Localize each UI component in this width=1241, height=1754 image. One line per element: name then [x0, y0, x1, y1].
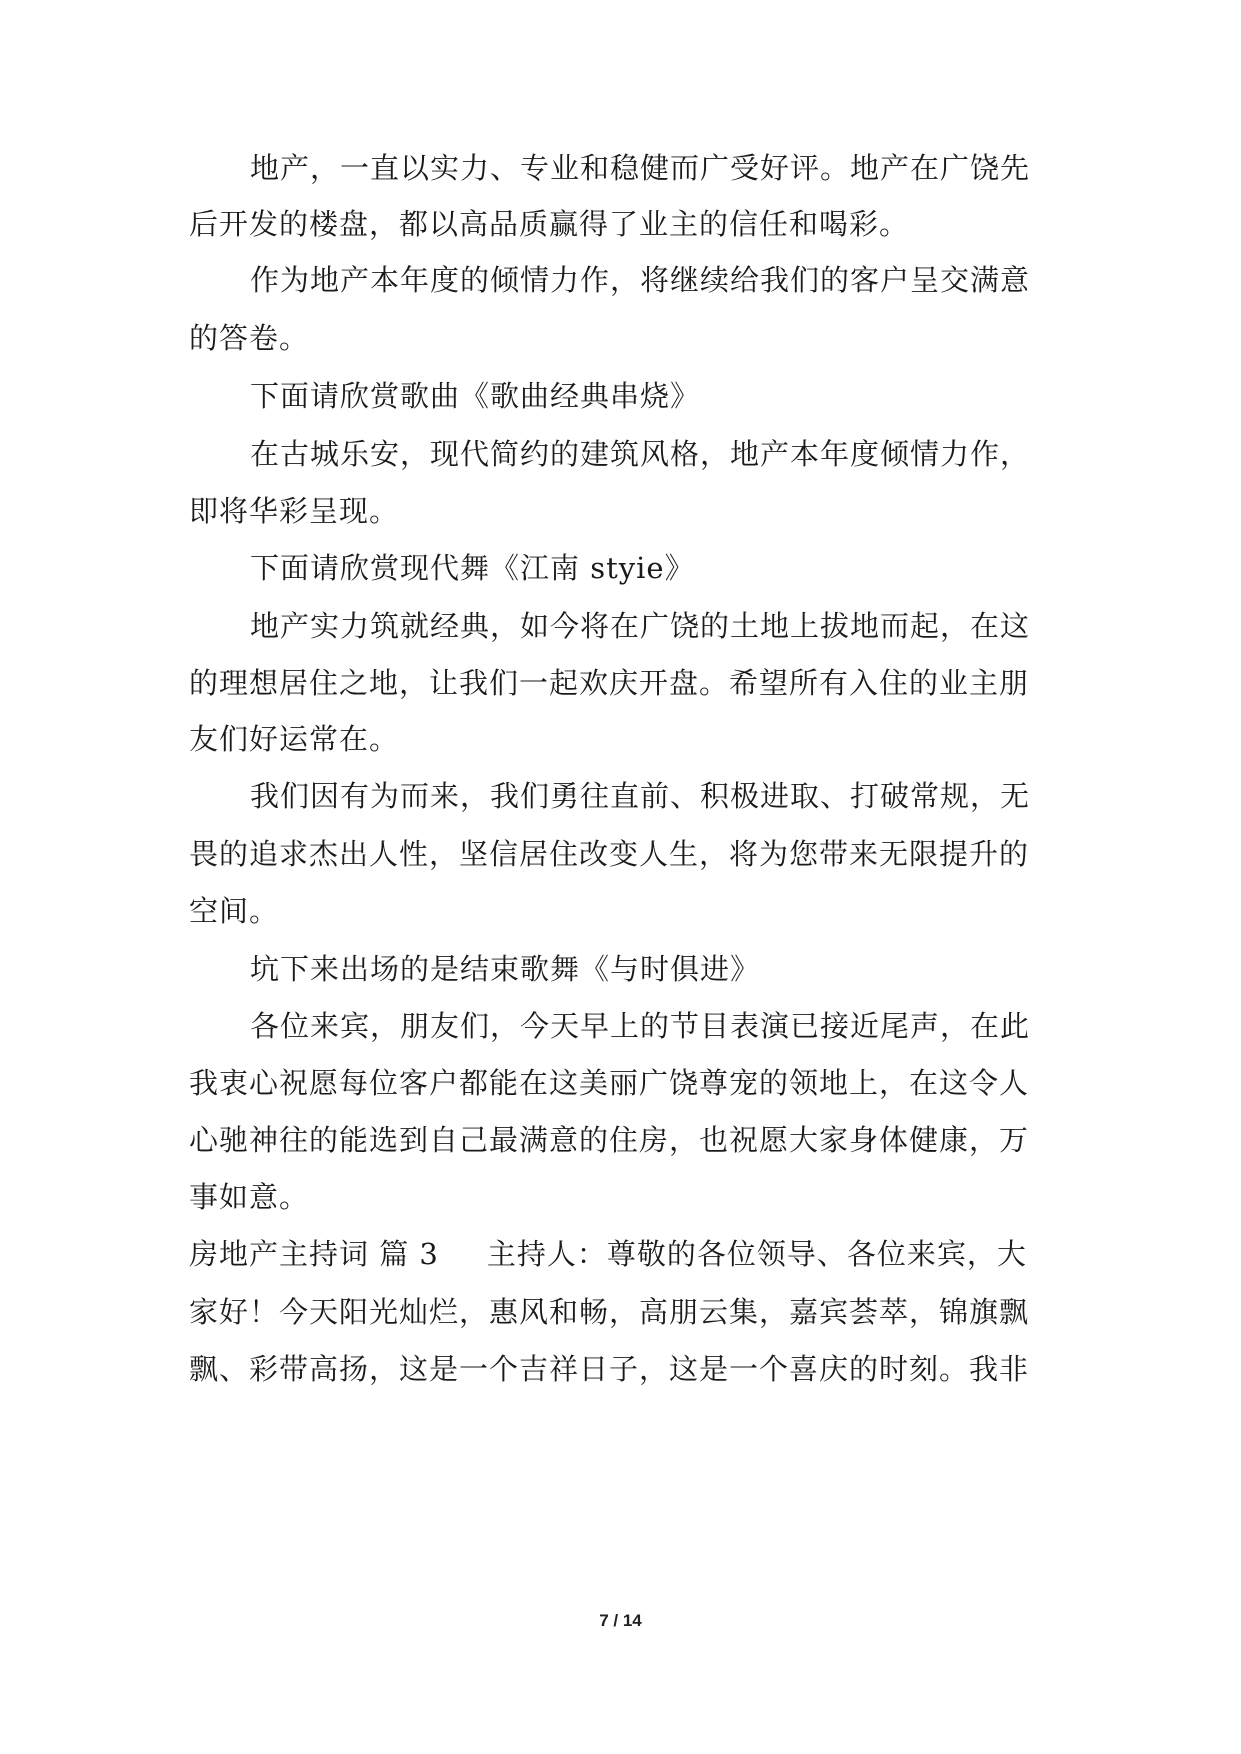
- paragraph-line: 坑下来出场的是结束歌舞《与时俱进》: [250, 952, 761, 986]
- paragraph-line: 的答卷。: [189, 321, 310, 355]
- paragraph-line: 的理想居住之地，让我们一起欢庆开盘。希望所有入住的业主朋: [189, 666, 1030, 700]
- paragraph-text: 主持人：尊敬的各位领导、各位来宾，大: [486, 1237, 1027, 1271]
- paragraph-line: 家好！今天阳光灿烂，惠风和畅，高朋云集，嘉宾荟萃，锦旗飘: [189, 1295, 1030, 1329]
- paragraph-line: 友们好运常在。: [189, 722, 400, 756]
- section-heading: 房地产主持词 篇 3: [189, 1237, 439, 1271]
- paragraph-line: 在古城乐安，现代简约的建筑风格，地产本年度倾情力作，: [250, 437, 1031, 471]
- paragraph-line: 下面请欣赏歌曲《歌曲经典串烧》: [250, 379, 701, 413]
- paragraph-line: 下面请欣赏现代舞《江南 styie》: [250, 551, 695, 585]
- paragraph-line: 空间。: [189, 894, 280, 928]
- paragraph-line: 畏的追求杰出人性，坚信居住改变人生，将为您带来无限提升的: [189, 837, 1030, 871]
- paragraph-line: 即将华彩呈现。: [189, 494, 400, 528]
- paragraph-line: 事如意。: [189, 1180, 310, 1214]
- paragraph-line: 各位来宾，朋友们，今天早上的节目表演已接近尾声，在此: [250, 1009, 1031, 1043]
- paragraph-line: 我衷心祝愿每位客户都能在这美丽广饶尊宠的领地上，在这令人: [189, 1066, 1030, 1100]
- paragraph-line: 地产实力筑就经典，如今将在广饶的土地上拔地而起，在这: [250, 609, 1031, 643]
- paragraph-line: 我们因有为而来，我们勇往直前、积极进取、打破常规，无: [250, 779, 1031, 813]
- section-heading-line: [189, 1236, 1027, 1272]
- paragraph-line: 飘、彩带高扬，这是一个吉祥日子，这是一个喜庆的时刻。我非: [189, 1352, 1030, 1386]
- paragraph-line: 作为地产本年度的倾情力作，将继续给我们的客户呈交满意: [250, 263, 1031, 297]
- paragraph-line: 地产，一直以实力、专业和稳健而广受好评。地产在广饶先: [250, 151, 1031, 185]
- paragraph-line: 心驰神往的能选到自己最满意的住房，也祝愿大家身体健康，万: [189, 1123, 1030, 1157]
- page-number: 7 / 14: [599, 1611, 642, 1630]
- paragraph-line: 后开发的楼盘，都以高品质赢得了业主的信任和喝彩。: [189, 207, 910, 241]
